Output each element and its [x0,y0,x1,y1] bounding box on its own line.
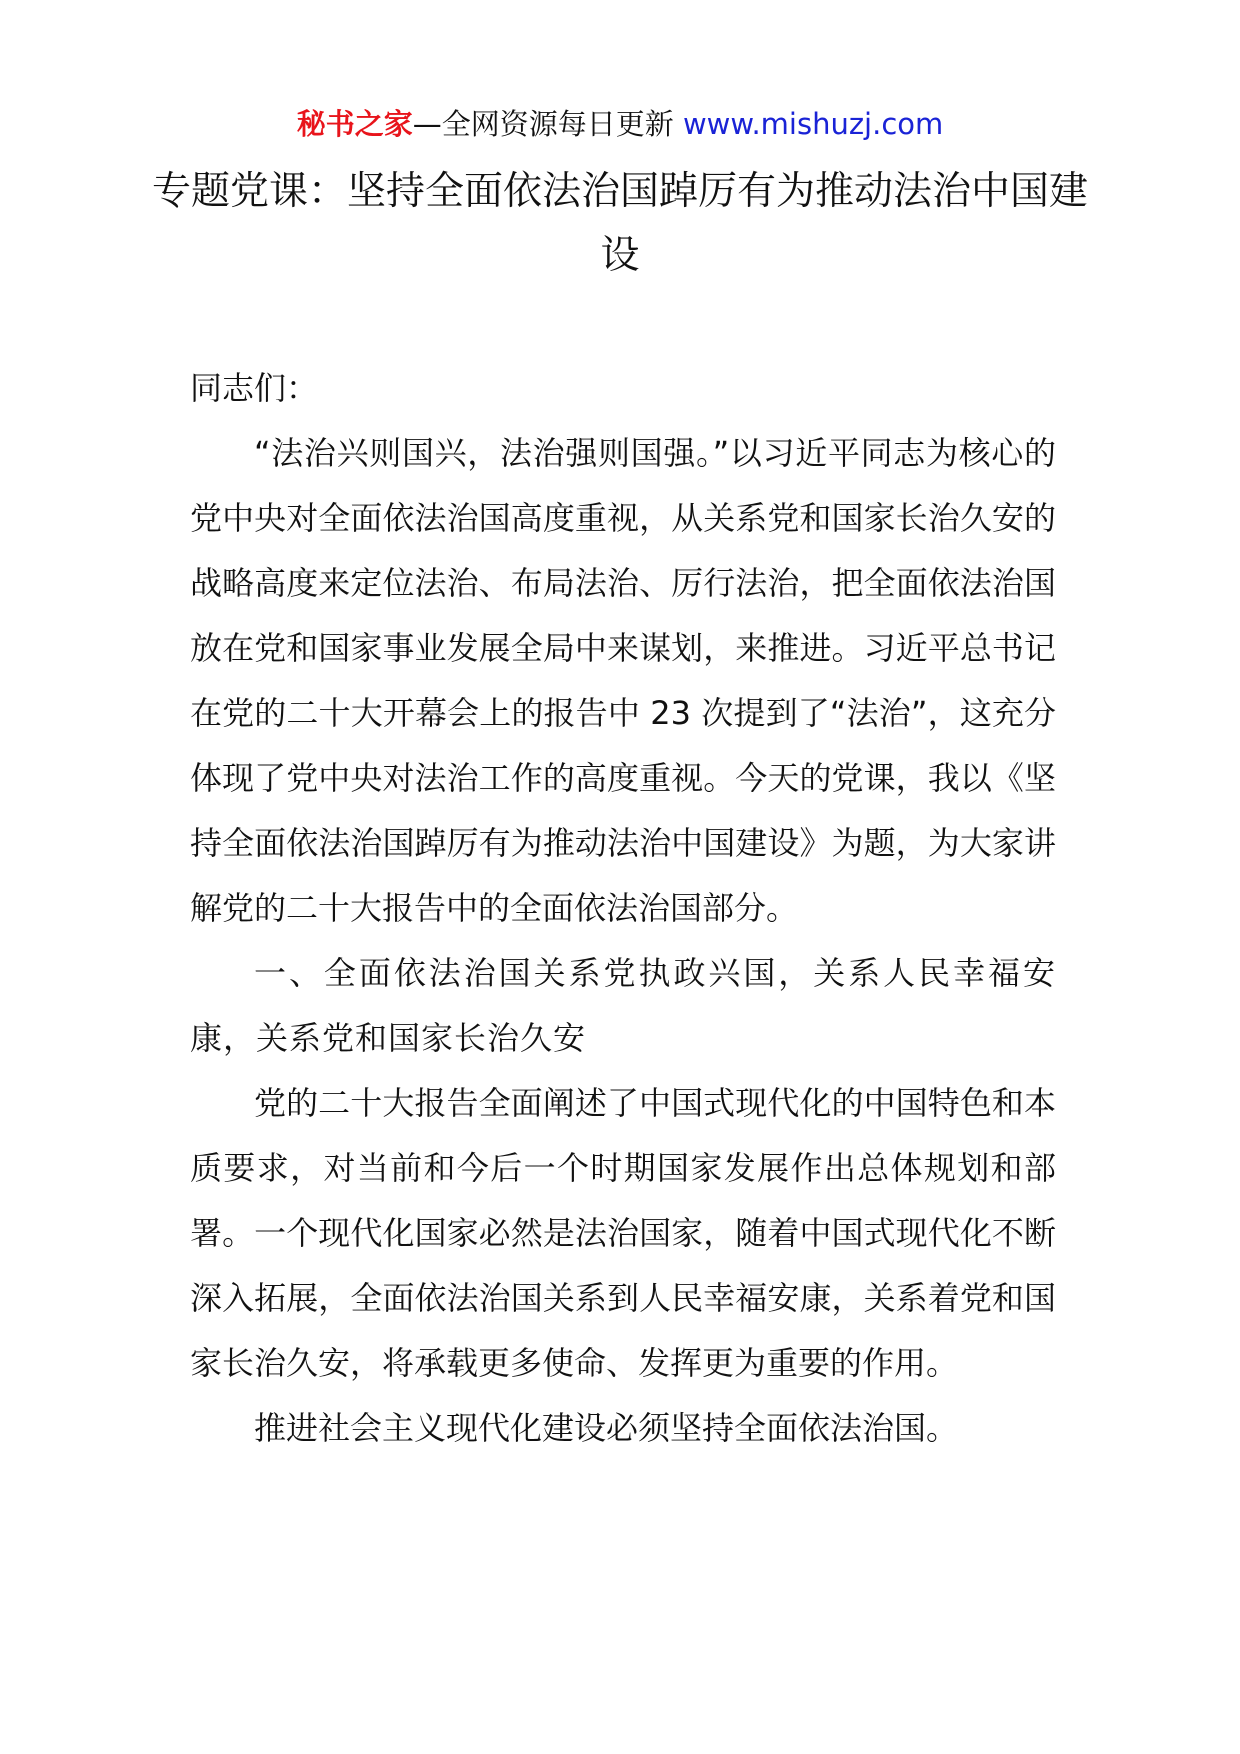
document-body [190,356,1056,1461]
body-paragraph: “法治兴则国兴，法治强则国强。”以习近平同志为核心的党中央对全面依法治国高度重视，从关系党和国家长治久安的战略高度来定位法治、布局法治、厉行法治，把全面依法治国放在党和国家事业发展全局中来谋划，来推进。习近平总书记在党的二十大开幕会上的报告中 23 次提到了“法治”，这充分体现了党中央对法治工作的高度重视。今天的党课，我以《坚持全面依法治国踔厉有为推动法治中国建设》为题，为大家讲解党的二十大报告中的全面依法治国部分。 [190,434,1056,927]
document-title: 专题党课：坚持全面依法治国踔厉有为推动法治中国建设 [151,169,1088,278]
body-paragraph: 党的二十大报告全面阐述了中国式现代化的中国特色和本质要求，对当前和今后一个时期国家发展作出总体规划和部署。一个现代化国家必然是法治国家，随着中国式现代化不断深入拓展，全面依法治国关系到人民幸福安康，关系着党和国家长治久安，将承载更多使命、发挥更为重要的作用。 [190,1084,1056,1382]
site-header [0,100,1240,148]
site-url-link[interactable]: www.mishuzj.com [682,107,944,141]
section-heading: 一、全面依法治国关系党执政兴国，关系人民幸福安康，关系党和国家长治久安 [190,954,1056,1057]
header-tagline: —全网资源每日更新 [412,107,683,141]
body-paragraph: 推进社会主义现代化建设必须坚持全面依法治国。 [254,1409,959,1447]
salutation: 同志们： [190,369,319,407]
brand-name: 秘书之家 [296,107,413,141]
